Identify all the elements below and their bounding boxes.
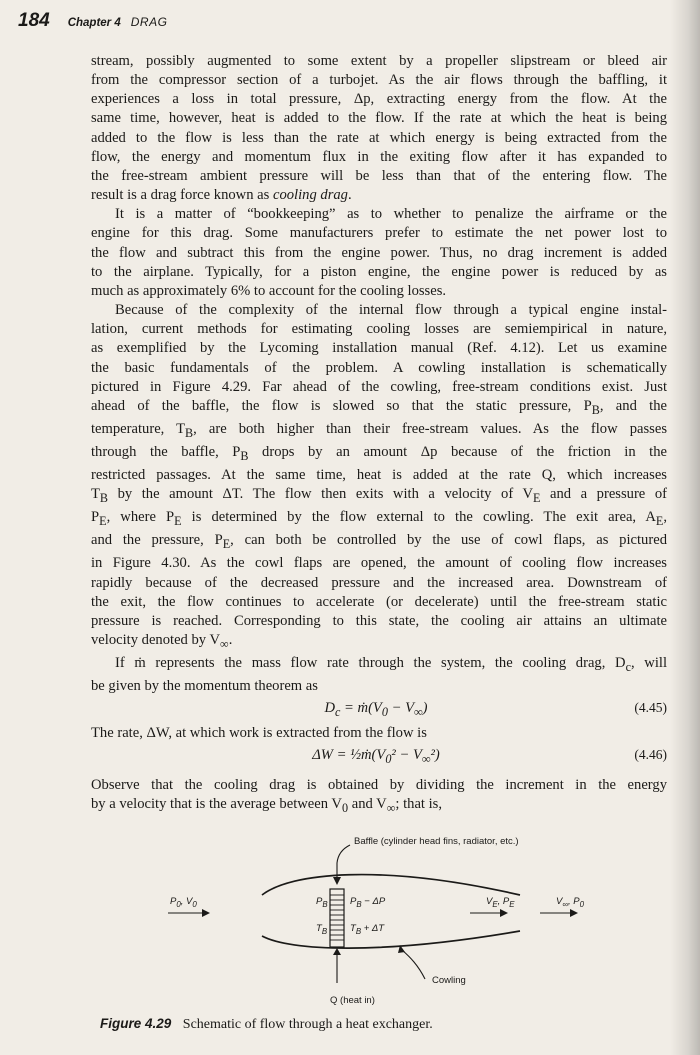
text-line: through the baffle, $P_B$ drops by an amount Δp because of the friction in the [91,443,667,463]
text-line: pressure is reached. Corresponding to this state, the cooling air attains an ultimate [91,612,667,629]
text-line: as exemplified by the Lycoming installation manual (Ref. 4.12). Let us examine [91,340,667,357]
text-line: and the pressure, $P_E$, can both be controlled by the use of cowl flaps, as pictured [91,532,667,552]
text-line: pictured in Figure 4.29. Far ahead of the cowling, free-stream conditions exist. Just [91,378,667,395]
heat-label: Q (heat in) [330,995,375,1006]
text-line: much as approximately 6% to account for the cooling losses. [91,282,447,299]
pb-label: $P_B$ [316,896,328,909]
text-line: engine for this drag. Some manufacturers prefer to estimate the net power lost to [91,225,667,242]
chapter-label: Chapter 4 [67,17,121,29]
page-edge-shadow [670,0,700,1055]
figure-heat-exchanger [130,833,670,1013]
text-line: The rate, ΔW, at which work is extracted from the flow is [91,725,427,742]
text-line: be given by the momentum theorem as [91,678,318,695]
baffle-core [330,889,344,947]
text-line: result is a drag force known as cooling drag. [91,187,352,204]
equation-body: $D_c$ = $ṁ(V_0 - V_\infty)$ [324,700,428,720]
baffle-label: Baffle (cylinder head fins, radiator, etc.) [354,836,519,847]
cowling-lower-line [262,931,520,948]
running-head [18,10,167,32]
equation-body: $\Delta W = \frac{1}{2}ṁ(V_0^2 - V_\infty^2)$ [312,747,440,767]
text-line: It is a matter of “bookkeeping” as to whether to penalize the airframe or the [115,206,667,223]
text-line: lation, current methods for estimating cooling losses are semiempirical in nature, [91,321,667,338]
chapter-name: DRAG [130,15,168,29]
text-line: from the compressor section of a turbojet. As the air flows through the baffling, it [91,72,667,89]
cowling-label: Cowling [432,975,466,986]
text-line: to the airplane. Typically, for a piston engine, the engine power is reduced by as [91,263,667,280]
text-line: experiences a loss in total pressure, Δp, extracting energy from the flow. At the [91,91,667,108]
text-line: velocity denoted by $V_\infty$. [91,631,233,651]
text-line: temperature, $T_B$, are both higher than their free-stream values. As the flow passes [91,420,667,440]
text-line: $P_E$, where $P_E$ is determined by the flow external to the cowling. The exit area, $A_E$, [91,509,667,529]
equation [91,698,667,722]
caption-label: Figure 4.29 [100,1016,172,1031]
baffle-leader-line [337,845,350,877]
text-line: rapidly because of the decreased pressure and the increased area. Downstream of [91,574,667,591]
equation-number: (4.45) [634,700,667,716]
text-line: the free-stream ambient pressure will be less than that of the entering flow. The [91,167,667,184]
figure-caption [100,1016,433,1033]
tb-label: $T_B$ [316,923,328,936]
far-field-label: $V_\infty$, $P_0$ [556,896,585,909]
tb-plus-label: $T_B + \Delta T$ [350,923,385,936]
text-line: ahead of the baffle, the flow is slowed so that the static pressure, $P_B$, and the [91,397,667,417]
text-line: flow, the energy and momentum flux in the exiting flow after it has expanded to [91,148,667,165]
exit-arrowhead [500,909,508,917]
text-line: stream, possibly augmented to some extent by a propeller slipstream or bleed air [91,53,667,69]
text-line: added to the flow is less than the rate at which energy is being extracted from the [91,129,667,146]
heat-exchanger-schematic [130,833,670,1013]
page-number: 184 [18,10,50,31]
body-text [91,52,667,818]
text-line: the flow and subtract this from the engine power. Thus, no drag increment is added [91,244,667,261]
text-line: the exit, the flow continues to accelerate (or decelerate) until the free-stream static [91,593,667,610]
equation-number: (4.46) [634,747,667,763]
pb-minus-label: $P_B - \Delta P$ [350,896,386,909]
baffle-arrowhead [333,877,341,885]
exit-label: $V_E$, $P_E$ [486,896,515,909]
heat-arrowhead [333,948,341,955]
text-line: Observe that the cooling drag is obtained by dividing the increment in the energy [91,776,667,793]
far-arrowhead [570,909,578,917]
text-line: $T_B$ by the amount ΔT. The flow then exits with a velocity of $V_E$ and a pressure of [91,486,667,506]
equation [91,745,667,769]
cowling-upper-line [262,875,520,895]
cowling-leader-line [402,950,425,979]
text-line: Because of the complexity of the internal flow through a typical engine instal- [115,302,667,319]
text-line: If ṁ represents the mass flow rate through the system, the cooling drag, $D_c$, will [115,655,667,674]
text-line: in Figure 4.30. As the cowl flaps are opened, the amount of cooling flow increases [91,555,667,572]
baffle-fins [330,895,344,940]
caption-text: Schematic of flow through a heat exchanger. [182,1017,433,1032]
inlet-arrowhead [202,909,210,917]
text-line: same time, however, heat is added to the flow. If the rate at which the heat is being [91,110,667,127]
text-line: the basic fundamentals of the problem. A cowling installation is schematically [91,359,667,376]
text-line: restricted passages. At the same time, heat is added at the rate Q, which increases [91,467,667,483]
inlet-label: $P_0$, $V_0$ [170,896,197,909]
text-line: by a velocity that is the average between $V_0$ and $V_\infty$; that is, [91,795,443,815]
